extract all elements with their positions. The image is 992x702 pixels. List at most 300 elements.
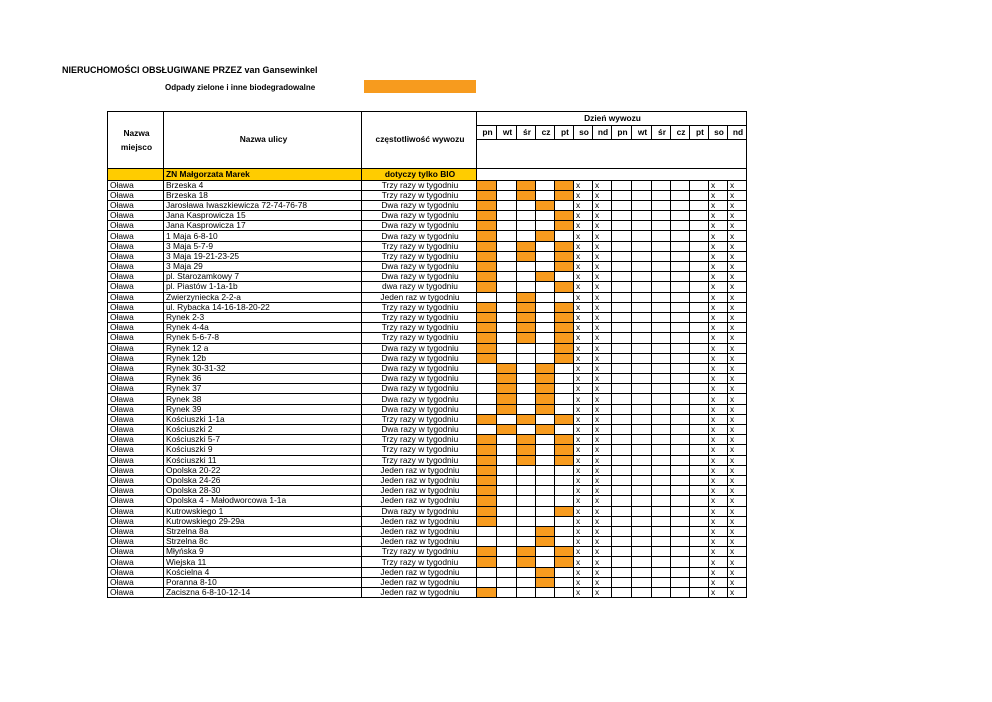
city-cell: Oława [108, 231, 164, 241]
day-cell [690, 374, 709, 384]
day-cell: x [574, 567, 593, 577]
day-cell [497, 323, 517, 333]
day-cell: x [574, 302, 593, 312]
table-row [108, 262, 747, 272]
day-cell [517, 323, 536, 333]
day-cell [477, 404, 497, 414]
city-cell: Oława [108, 241, 164, 251]
day-cell [517, 282, 536, 292]
day-cell: x [709, 526, 728, 536]
frequency-cell: Trzy razy w tygodniu [362, 190, 477, 200]
day-cell [555, 221, 574, 231]
day-cell [671, 190, 690, 200]
day-cell [517, 404, 536, 414]
day-cell [652, 465, 671, 475]
day-cell [612, 435, 632, 445]
day-cell [517, 394, 536, 404]
day-cell [536, 404, 555, 414]
city-cell: Oława [108, 221, 164, 231]
day-cell: x [728, 588, 747, 598]
subheader-days-blank [477, 168, 747, 180]
street-cell: Opolska 4 - Małodworcowa 1-1a [164, 496, 362, 506]
city-cell: Oława [108, 282, 164, 292]
day-cell [517, 516, 536, 526]
day-cell [477, 312, 497, 322]
day-cell [517, 241, 536, 251]
day-cell: x [574, 384, 593, 394]
table-row [108, 465, 747, 475]
day-cell: x [593, 251, 612, 261]
day-cell: x [728, 577, 747, 587]
street-cell: Zwierzyniecka 2-2-a [164, 292, 362, 302]
day-cell [632, 282, 652, 292]
day-cell: x [728, 262, 747, 272]
day-cell [536, 425, 555, 435]
day-cell: x [728, 302, 747, 312]
day-cell [517, 537, 536, 547]
day-cell: x [728, 526, 747, 536]
day-cell [477, 262, 497, 272]
day-cell [671, 577, 690, 587]
day-cell [555, 262, 574, 272]
day-cell [497, 353, 517, 363]
day-cell [652, 251, 671, 261]
day-header-11: pt [690, 126, 709, 140]
day-cell [632, 374, 652, 384]
frequency-cell: Dwa razy w tygodniu [362, 384, 477, 394]
day-cell [477, 537, 497, 547]
day-cell [497, 588, 517, 598]
day-cell [555, 292, 574, 302]
day-cell [632, 506, 652, 516]
city-cell: Oława [108, 414, 164, 424]
day-cell [690, 404, 709, 414]
day-cell [536, 557, 555, 567]
day-cell: x [593, 486, 612, 496]
day-cell [671, 486, 690, 496]
day-cell [690, 282, 709, 292]
day-cell: x [574, 588, 593, 598]
day-cell: x [574, 516, 593, 526]
day-cell [652, 445, 671, 455]
day-cell [477, 302, 497, 312]
day-cell: x [709, 374, 728, 384]
day-cell [536, 333, 555, 343]
city-cell: Oława [108, 435, 164, 445]
frequency-cell: Dwa razy w tygodniu [362, 231, 477, 241]
street-cell: pl. Piastów 1-1a-1b [164, 282, 362, 292]
day-cell [690, 384, 709, 394]
day-header-2: śr [517, 126, 536, 140]
day-header-4: pt [555, 126, 574, 140]
day-cell [555, 353, 574, 363]
day-cell [497, 282, 517, 292]
day-cell [632, 465, 652, 475]
day-header-5: so [574, 126, 593, 140]
day-cell [497, 475, 517, 485]
day-header-6: nd [593, 126, 612, 140]
day-cell [477, 394, 497, 404]
day-cell: x [593, 262, 612, 272]
day-cell: x [574, 231, 593, 241]
day-cell [652, 547, 671, 557]
day-cell [671, 465, 690, 475]
day-cell [555, 241, 574, 251]
city-cell: Oława [108, 557, 164, 567]
day-cell [517, 577, 536, 587]
day-cell [555, 425, 574, 435]
table-row [108, 353, 747, 363]
day-cell: x [709, 312, 728, 322]
day-cell [671, 302, 690, 312]
street-cell: Kutrowskiego 29-29a [164, 516, 362, 526]
day-cell [632, 496, 652, 506]
day-cell [690, 272, 709, 282]
day-cell [536, 445, 555, 455]
day-cell [652, 190, 671, 200]
header-days-blank [477, 140, 747, 169]
day-cell [652, 292, 671, 302]
day-cell [555, 567, 574, 577]
day-cell [690, 588, 709, 598]
day-cell [555, 404, 574, 414]
day-cell [671, 211, 690, 221]
street-cell: 3 Maja 19-21-23-25 [164, 251, 362, 261]
frequency-cell: Dwa razy w tygodniu [362, 353, 477, 363]
day-cell [497, 363, 517, 373]
city-cell: Oława [108, 547, 164, 557]
day-cell [536, 282, 555, 292]
day-cell [690, 547, 709, 557]
day-cell: x [709, 455, 728, 465]
day-cell [612, 323, 632, 333]
frequency-cell: Trzy razy w tygodniu [362, 323, 477, 333]
day-cell [652, 588, 671, 598]
day-cell [690, 537, 709, 547]
day-cell [632, 547, 652, 557]
day-cell: x [593, 272, 612, 282]
day-cell [690, 445, 709, 455]
day-cell: x [574, 394, 593, 404]
day-cell [632, 486, 652, 496]
day-cell [555, 465, 574, 475]
day-cell [555, 394, 574, 404]
day-cell [632, 567, 652, 577]
day-cell [612, 445, 632, 455]
day-cell [632, 577, 652, 587]
day-cell [690, 190, 709, 200]
day-cell [690, 312, 709, 322]
day-cell [652, 282, 671, 292]
day-cell: x [709, 547, 728, 557]
day-cell [671, 588, 690, 598]
day-cell [652, 414, 671, 424]
day-cell [497, 180, 517, 190]
day-cell [497, 251, 517, 261]
day-cell [652, 496, 671, 506]
day-cell: x [709, 445, 728, 455]
day-cell: x [574, 353, 593, 363]
day-cell [632, 302, 652, 312]
day-cell: x [574, 557, 593, 567]
day-cell: x [709, 251, 728, 261]
day-cell [477, 475, 497, 485]
day-cell [671, 272, 690, 282]
day-cell: x [574, 404, 593, 414]
day-cell: x [728, 180, 747, 190]
street-cell: Rynek 2-3 [164, 312, 362, 322]
day-cell [652, 577, 671, 587]
day-cell [517, 221, 536, 231]
day-cell [612, 211, 632, 221]
street-cell: pl. Starozamkowy 7 [164, 272, 362, 282]
day-cell [517, 475, 536, 485]
day-cell: x [728, 251, 747, 261]
day-cell [497, 404, 517, 414]
day-cell [536, 241, 555, 251]
day-cell [671, 445, 690, 455]
day-cell [497, 445, 517, 455]
day-cell: x [728, 445, 747, 455]
day-cell [477, 486, 497, 496]
table-row [108, 537, 747, 547]
table-row [108, 241, 747, 251]
day-header-12: so [709, 126, 728, 140]
day-cell [690, 343, 709, 353]
day-cell: x [593, 475, 612, 485]
day-cell: x [709, 496, 728, 506]
day-cell [690, 323, 709, 333]
header-days-title: Dzień wywozu [477, 112, 747, 126]
day-cell [536, 302, 555, 312]
day-cell [517, 374, 536, 384]
day-cell: x [593, 557, 612, 567]
day-cell: x [728, 537, 747, 547]
day-cell: x [709, 557, 728, 567]
day-cell [612, 180, 632, 190]
day-cell [612, 588, 632, 598]
city-cell: Oława [108, 506, 164, 516]
day-cell [652, 435, 671, 445]
day-cell [536, 577, 555, 587]
day-cell: x [709, 353, 728, 363]
day-cell [517, 496, 536, 506]
document-title: NIERUCHOMOŚCI OBSŁUGIWANE PRZEZ van Gansewinkel [62, 65, 318, 75]
day-cell [652, 394, 671, 404]
day-cell [555, 414, 574, 424]
city-cell: Oława [108, 262, 164, 272]
day-cell [497, 577, 517, 587]
day-cell [497, 241, 517, 251]
day-cell [652, 312, 671, 322]
day-cell [517, 435, 536, 445]
street-cell: Rynek 36 [164, 374, 362, 384]
day-cell [555, 333, 574, 343]
street-cell: Opolska 20-22 [164, 465, 362, 475]
day-cell [690, 557, 709, 567]
day-cell: x [728, 333, 747, 343]
frequency-cell: Dwa razy w tygodniu [362, 374, 477, 384]
day-cell: x [728, 211, 747, 221]
day-cell [536, 506, 555, 516]
day-cell [690, 262, 709, 272]
day-cell: x [728, 231, 747, 241]
day-cell: x [709, 211, 728, 221]
day-cell [517, 333, 536, 343]
street-cell: Kościuszki 5-7 [164, 435, 362, 445]
day-cell [477, 567, 497, 577]
day-cell [517, 200, 536, 210]
day-cell: x [593, 445, 612, 455]
day-cell [536, 496, 555, 506]
day-cell [517, 506, 536, 516]
day-cell [671, 231, 690, 241]
day-cell [632, 384, 652, 394]
table-row [108, 414, 747, 424]
frequency-cell: Trzy razy w tygodniu [362, 333, 477, 343]
day-cell [477, 577, 497, 587]
table-row [108, 221, 747, 231]
frequency-cell: Jeden raz w tygodniu [362, 292, 477, 302]
day-cell: x [574, 537, 593, 547]
street-cell: Jana Kasprowicza 15 [164, 211, 362, 221]
day-cell: x [574, 496, 593, 506]
day-cell [497, 435, 517, 445]
day-cell: x [728, 506, 747, 516]
day-cell [612, 537, 632, 547]
day-cell [652, 211, 671, 221]
day-cell [477, 414, 497, 424]
day-cell [632, 221, 652, 231]
day-cell [690, 435, 709, 445]
day-cell [555, 435, 574, 445]
day-cell [536, 486, 555, 496]
day-cell: x [728, 486, 747, 496]
day-cell [555, 537, 574, 547]
day-cell [555, 180, 574, 190]
day-cell [536, 211, 555, 221]
table-row [108, 251, 747, 261]
day-cell [536, 537, 555, 547]
day-cell [477, 435, 497, 445]
day-cell [517, 211, 536, 221]
day-cell [536, 455, 555, 465]
day-cell [671, 547, 690, 557]
day-header-7: pn [612, 126, 632, 140]
day-cell: x [709, 343, 728, 353]
day-cell [612, 557, 632, 567]
day-cell [671, 475, 690, 485]
day-cell [671, 262, 690, 272]
legend-label: Odpady zielone i inne biodegradowalne [165, 83, 316, 92]
frequency-cell: Trzy razy w tygodniu [362, 547, 477, 557]
day-cell [652, 475, 671, 485]
day-cell [612, 312, 632, 322]
day-cell [652, 333, 671, 343]
day-cell [671, 404, 690, 414]
day-cell [477, 455, 497, 465]
day-cell [555, 516, 574, 526]
street-cell: Rynek 37 [164, 384, 362, 394]
city-cell: Oława [108, 537, 164, 547]
frequency-cell: Jeden raz w tygodniu [362, 537, 477, 547]
day-cell [671, 435, 690, 445]
day-cell [477, 588, 497, 598]
day-cell: x [728, 353, 747, 363]
day-cell [517, 414, 536, 424]
day-cell [555, 486, 574, 496]
city-cell: Oława [108, 200, 164, 210]
day-cell [497, 486, 517, 496]
city-cell: Oława [108, 251, 164, 261]
day-cell: x [709, 200, 728, 210]
city-cell: Oława [108, 323, 164, 333]
table-row [108, 486, 747, 496]
day-cell [690, 455, 709, 465]
day-cell [536, 231, 555, 241]
day-cell [477, 496, 497, 506]
day-cell [632, 323, 652, 333]
day-cell [536, 414, 555, 424]
day-cell: x [728, 312, 747, 322]
day-cell [690, 465, 709, 475]
day-cell [517, 425, 536, 435]
day-cell: x [709, 588, 728, 598]
day-cell [497, 547, 517, 557]
day-cell: x [593, 435, 612, 445]
day-cell: x [574, 282, 593, 292]
day-cell [477, 384, 497, 394]
street-cell: Brzeska 4 [164, 180, 362, 190]
day-cell [652, 557, 671, 567]
street-cell: Kościuszki 11 [164, 455, 362, 465]
day-cell [632, 180, 652, 190]
day-cell [517, 180, 536, 190]
day-cell: x [593, 547, 612, 557]
table-row [108, 302, 747, 312]
day-cell [497, 414, 517, 424]
day-cell: x [574, 262, 593, 272]
day-cell: x [593, 374, 612, 384]
day-cell [671, 282, 690, 292]
day-cell [632, 292, 652, 302]
day-cell [477, 343, 497, 353]
day-cell [612, 272, 632, 282]
day-cell [477, 231, 497, 241]
table-row [108, 211, 747, 221]
day-cell [477, 200, 497, 210]
day-cell [536, 567, 555, 577]
day-cell [555, 251, 574, 261]
table-row [108, 506, 747, 516]
day-cell [652, 516, 671, 526]
day-cell [690, 292, 709, 302]
day-cell: x [709, 516, 728, 526]
table-row [108, 577, 747, 587]
day-cell [536, 588, 555, 598]
day-cell [690, 567, 709, 577]
street-cell: ul. Rybacka 14-16-18-20-22 [164, 302, 362, 312]
frequency-cell: Trzy razy w tygodniu [362, 251, 477, 261]
day-cell [632, 231, 652, 241]
day-cell [555, 312, 574, 322]
schedule-table [107, 111, 747, 598]
frequency-cell: Trzy razy w tygodniu [362, 455, 477, 465]
day-cell: x [709, 425, 728, 435]
day-cell [536, 292, 555, 302]
city-cell: Oława [108, 425, 164, 435]
day-cell: x [593, 221, 612, 231]
